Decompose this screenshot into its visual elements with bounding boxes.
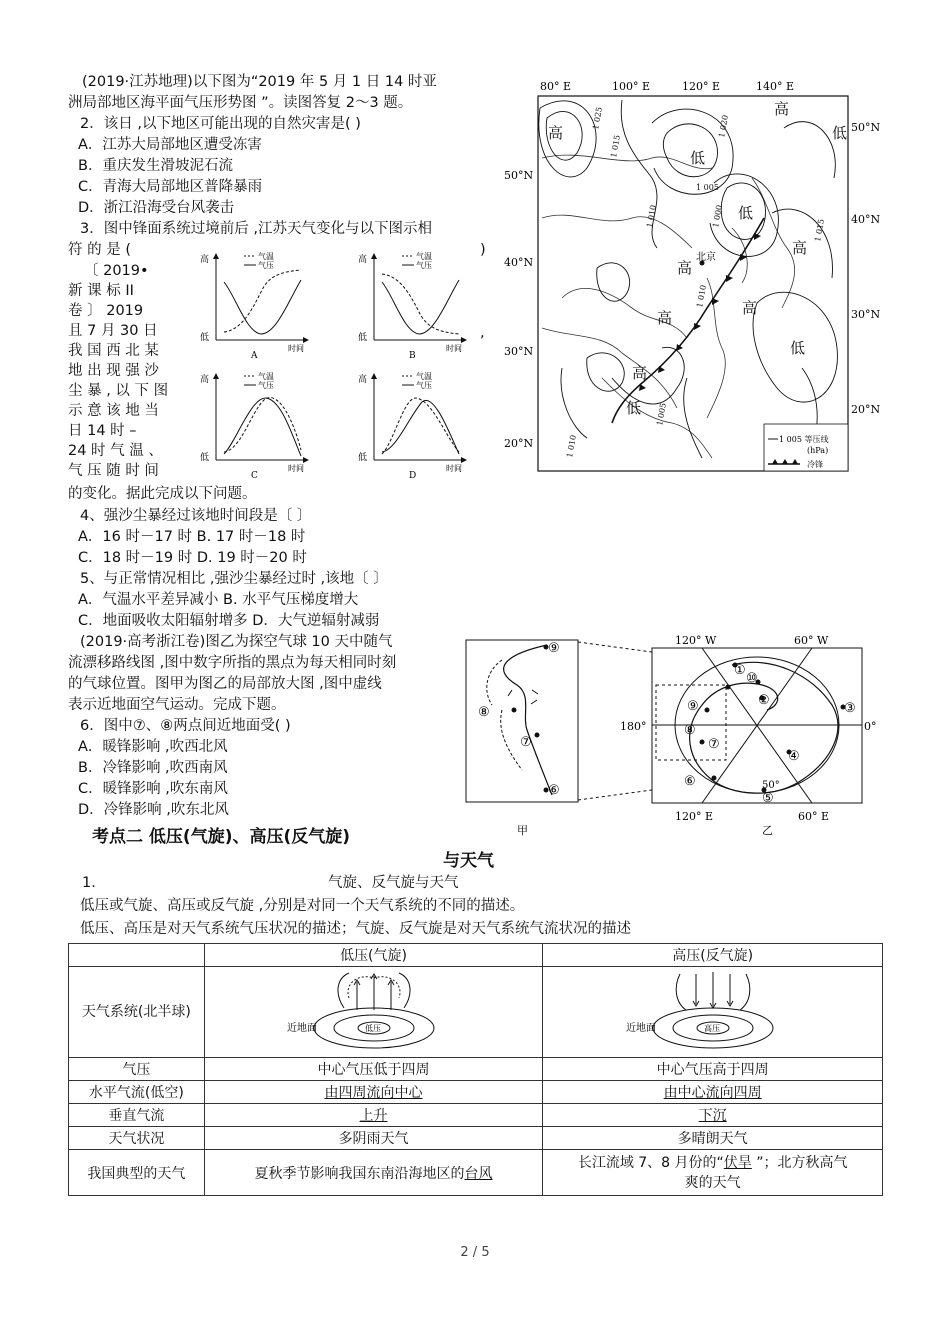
graph-d	[358, 371, 466, 480]
map-legend-isobar: 1 005 等压线	[779, 435, 829, 444]
yi-num-7: ⑦	[708, 737, 720, 752]
map-lon-100: 100° E	[612, 80, 651, 93]
table-row-horizontal-label: 水平气流(低空)	[69, 1081, 205, 1104]
q3-line-2: 符 的 是 (	[68, 242, 131, 258]
label-jia: 甲	[517, 824, 528, 837]
isobar-label-1010-c: 1 010	[565, 434, 578, 459]
zj-line-4: 表示近地面空气运动。完成下题。	[68, 697, 286, 713]
map-low-1: 低	[690, 149, 706, 167]
high-typical-text-b: ”；北方秋高气	[751, 1154, 848, 1171]
yi-lon-180: 180°	[620, 720, 647, 733]
map-lat-left-40: 40°N	[504, 256, 534, 269]
label-yi: 乙	[762, 824, 773, 837]
graph-a-y-high: 高	[200, 255, 210, 265]
graph-a-label: A	[251, 351, 258, 361]
q6-option-b: B．冷锋影响 ,吹西南风	[78, 760, 228, 776]
intro-line-1: (2019·江苏地理)以下图为“2019 年 5 月 1 日 14 时亚	[82, 74, 437, 90]
q2-option-b: B．重庆发生滑坡泥石流	[78, 158, 233, 174]
map-high-4: 高	[677, 259, 693, 277]
map-high-7: 高	[632, 364, 648, 382]
side-comma: ,	[480, 325, 485, 341]
yi-num-10: ⑩	[746, 671, 758, 686]
map-lat-right-50: 50°N	[851, 121, 881, 134]
q5-options-ab: A．气温水平差异减小 B. 水平气压梯度增大	[78, 592, 359, 608]
graph-c-y-low: 低	[200, 453, 210, 463]
map-legend-front: 冷锋	[807, 460, 823, 469]
map-lat-left-20: 20°N	[504, 437, 534, 450]
side-line-4: 且 7 月 30 日	[68, 323, 158, 339]
table-row-weather-label: 天气状况	[69, 1127, 205, 1150]
page-number: 2 / 5	[460, 1245, 490, 1260]
q3-line-1: 3．图中锋面系统过境前后 ,江苏天气变化与以下图示相	[80, 221, 432, 237]
q6-option-d: D．冷锋影响 ,吹东北风	[78, 802, 229, 818]
balloon-figure	[462, 630, 882, 840]
graph-c-legend-pres: 气压	[258, 381, 274, 390]
map-lon-140: 140° E	[756, 80, 795, 93]
table-low-typical	[204, 1150, 543, 1196]
yi-num-6: ⑥	[684, 774, 696, 789]
yi-num-9: ⑨	[687, 699, 699, 714]
q5-options-cd: C．地面吸收太阳辐射增多 D．大气逆辐射减弱	[78, 613, 380, 629]
table-row-typical-label: 我国典型的天气	[69, 1150, 205, 1196]
map-beijing-label: 北京	[696, 252, 716, 263]
yi-lon-0: 0°	[864, 720, 877, 733]
anticyclone-center-label: 高压	[703, 1024, 720, 1033]
isobar-label-1000: 1 000	[711, 204, 724, 229]
yi-lon-60e: 60° E	[798, 810, 830, 823]
jia-num-8: ⑧	[478, 705, 490, 720]
subsection-title: 气旋、反气旋与天气	[328, 875, 459, 891]
cyclone-center-label: 低压	[364, 1024, 381, 1033]
graph-b-label: B	[409, 351, 416, 361]
graph-d-y-high: 高	[358, 375, 368, 385]
q4-stem: 4、强沙尘暴经过该地时间段是〔 〕	[80, 508, 312, 524]
table-header-low: 低压(气旋)	[204, 944, 543, 967]
table-row-system-label: 天气系统(北半球)	[69, 967, 205, 1058]
graph-d-legend-temp: 气温	[416, 372, 432, 381]
yi-lat-50: 50°	[762, 780, 780, 791]
table-high-weather: 多晴朗天气	[543, 1127, 883, 1150]
table-high-horizontal: 由中心流向四周	[663, 1085, 762, 1101]
table-low-vertical: 上升	[359, 1108, 388, 1124]
high-typical-text-c: 爽的天气	[684, 1174, 741, 1191]
q6-option-c: C．暖锋影响 ,吹东南风	[78, 781, 228, 797]
graph-a-legend-pres: 气压	[258, 261, 274, 270]
graph-b-legend-pres: 气压	[416, 261, 432, 270]
table-high-pressure: 中心气压高于四周	[543, 1058, 883, 1081]
map-lat-right-20: 20°N	[851, 403, 881, 416]
graph-c	[200, 371, 308, 480]
q2-option-c: C．青海大局部地区普降暴雨	[78, 179, 263, 195]
isobar-label-1015: 1 015	[609, 134, 622, 159]
graph-b-y-high: 高	[358, 255, 368, 265]
table-high-vertical: 下沉	[698, 1108, 727, 1124]
anticyclone-diagram	[618, 968, 808, 1052]
yi-num-8: ⑧	[684, 723, 696, 738]
table-low-horizontal: 由四周流向中心	[324, 1085, 423, 1101]
map-lon-120: 120° E	[682, 80, 721, 93]
pressure-map	[502, 78, 882, 476]
side-line-5: 我 国 西 北 某	[68, 343, 159, 359]
zj-line-2: 流漂移路线图 ,图中数字所指的黑点为每天相同时刻	[68, 655, 397, 671]
yi-lon-120w: 120° W	[675, 634, 717, 647]
map-high-5: 高	[742, 299, 758, 317]
q4-options-ab: A．16 时－17 时 B. 17 时－18 时	[78, 529, 306, 545]
yi-lon-60w: 60° W	[794, 634, 829, 647]
map-high-1: 高	[548, 124, 564, 142]
cyclone-table	[68, 943, 883, 1196]
yi-num-2: ②	[758, 693, 770, 708]
side-line-9: 日 14 时 –	[68, 423, 137, 439]
temp-pressure-graphs	[196, 252, 474, 480]
low-typical-text: 夏秋季节影响我国东南沿海地区的	[254, 1165, 465, 1182]
q2-option-a: A．江苏大局部地区遭受冻害	[78, 137, 262, 153]
map-high-6: 高	[657, 309, 673, 327]
graph-d-x-label: 时间	[446, 464, 462, 473]
map-high-2: 高	[774, 100, 790, 118]
graph-a-legend-temp: 气温	[258, 252, 274, 261]
side-line-2: 新 课 标 II	[68, 283, 134, 299]
graph-b-y-low: 低	[358, 333, 368, 343]
graph-a-x-label: 时间	[288, 344, 304, 353]
subsection-number: 1.	[82, 875, 96, 891]
isobar-label-1010-b: 1 010	[695, 284, 708, 309]
map-lat-right-30: 30°N	[851, 308, 881, 321]
q6-stem: 6．图中⑦、⑧两点间近地面受( )	[80, 718, 291, 734]
side-line-8: 示 意 该 地 当	[68, 403, 159, 419]
graph-c-legend-temp: 气温	[258, 372, 274, 381]
table-row-pressure-label: 气压	[69, 1058, 205, 1081]
cyclone-surface-label: 近地面	[286, 1023, 317, 1034]
table-row-vertical-label: 垂直气流	[69, 1104, 205, 1127]
high-typical-drought: 伏旱	[723, 1154, 752, 1171]
side-line-11: 气 压 随 时 间	[68, 463, 159, 479]
cyclone-diagram	[279, 968, 469, 1052]
isobar-label-1020: 1 020	[717, 114, 730, 139]
map-legend-unit: (hPa)	[807, 446, 829, 455]
zj-line-1: (2019·高考浙江卷)图乙为探空气球 10 天中随气	[80, 634, 393, 650]
side-line-7: 尘 暴 , 以 下 图	[68, 383, 169, 399]
isobar-label-1010: 1 010	[645, 204, 658, 229]
graph-a	[200, 252, 308, 361]
table-low-diagram	[204, 967, 543, 1058]
isobar-label-1005-b: 1 005	[655, 402, 668, 427]
map-low-5: 低	[626, 399, 642, 417]
q6-option-a: A．暖锋影响 ,吹西北风	[78, 739, 228, 755]
yi-num-3: ③	[844, 701, 856, 716]
fig-jia-frame	[466, 640, 578, 802]
table-low-pressure: 中心气压低于四周	[204, 1058, 543, 1081]
map-lat-left-30: 30°N	[504, 345, 534, 358]
q2-option-d: D．浙江沿海受台风袭击	[78, 200, 235, 216]
section-title-2: 与天气	[443, 851, 494, 871]
jia-num-7: ⑦	[520, 735, 532, 750]
side-line-6: 地 出 现 强 沙	[68, 363, 159, 379]
isobar-label-1015-b: 1 015	[813, 218, 826, 243]
side-line-1: 〔 2019•	[84, 263, 149, 279]
q4-options-cd: C．18 时－19 时 D. 19 时－20 时	[78, 550, 307, 566]
side-line-12: 的变化。据此完成以下问题。	[68, 486, 257, 502]
table-high-typical	[543, 1150, 883, 1196]
map-low-4: 低	[790, 339, 806, 357]
map-low-3: 低	[738, 204, 754, 222]
side-line-3: 卷 〕 2019	[68, 303, 144, 319]
table-high-diagram	[543, 967, 883, 1058]
graph-b-legend-temp: 气温	[416, 252, 432, 261]
anticyclone-surface-label: 近地面	[625, 1023, 656, 1034]
yi-lon-120e: 120° E	[675, 810, 714, 823]
table-header-high: 高压(反气旋)	[543, 944, 883, 967]
map-lat-right-40: 40°N	[851, 213, 881, 226]
section-para-1: 低压或气旋、高压或反气旋 ,分别是对同一个天气系统的不同的描述。	[80, 898, 525, 914]
low-typical-typhoon: 台风	[464, 1165, 493, 1182]
section-para-2: 低压、高压是对天气系统气压状况的描述；气旋、反气旋是对天气系统气流状况的描述	[80, 921, 631, 937]
graph-c-y-high: 高	[200, 375, 210, 385]
zj-line-3: 的气球位置。图甲为图乙的局部放大图 ,图中虚线	[68, 676, 382, 692]
jia-num-9: ⑨	[548, 641, 560, 656]
q2-stem: 2．该日 ,以下地区可能出现的自然灾害是( )	[80, 116, 361, 132]
graph-d-y-low: 低	[358, 453, 368, 463]
map-lon-80: 80° E	[540, 80, 572, 93]
graph-d-label: D	[409, 471, 417, 480]
yi-num-5: ⑤	[762, 791, 774, 806]
table-header-blank	[69, 944, 205, 967]
map-lat-left-50: 50°N	[504, 169, 534, 182]
high-typical-text-a: 长江流域 7、8 月份的“	[577, 1154, 724, 1171]
graph-a-y-low: 低	[200, 333, 210, 343]
yi-num-1: ①	[734, 663, 746, 678]
side-line-10: 24 时 气 温 、	[68, 443, 163, 459]
graph-c-x-label: 时间	[288, 464, 304, 473]
map-low-2: 低	[832, 124, 848, 142]
isobar-label-1005: 1 005	[696, 183, 719, 192]
isobar-label-1025: 1 025	[591, 106, 604, 131]
graph-d-legend-pres: 气压	[416, 381, 432, 390]
table-low-weather: 多阴雨天气	[204, 1127, 543, 1150]
jia-num-6: ⑥	[548, 783, 560, 798]
map-high-3: 高	[792, 239, 808, 257]
q3-line-2-end: )	[480, 242, 486, 258]
graph-b	[358, 252, 466, 361]
graph-b-x-label: 时间	[446, 344, 462, 353]
section-title-1: 考点二 低压(气旋)、高压(反气旋)	[92, 827, 350, 847]
intro-line-2: 洲局部地区海平面气压形势图 ”。读图答复 2～3 题。	[68, 95, 413, 111]
yi-num-4: ④	[788, 749, 800, 764]
q5-stem: 5、与正常情况相比 ,强沙尘暴经过时 ,该地〔 〕	[80, 571, 388, 587]
graph-c-label: C	[251, 471, 258, 480]
